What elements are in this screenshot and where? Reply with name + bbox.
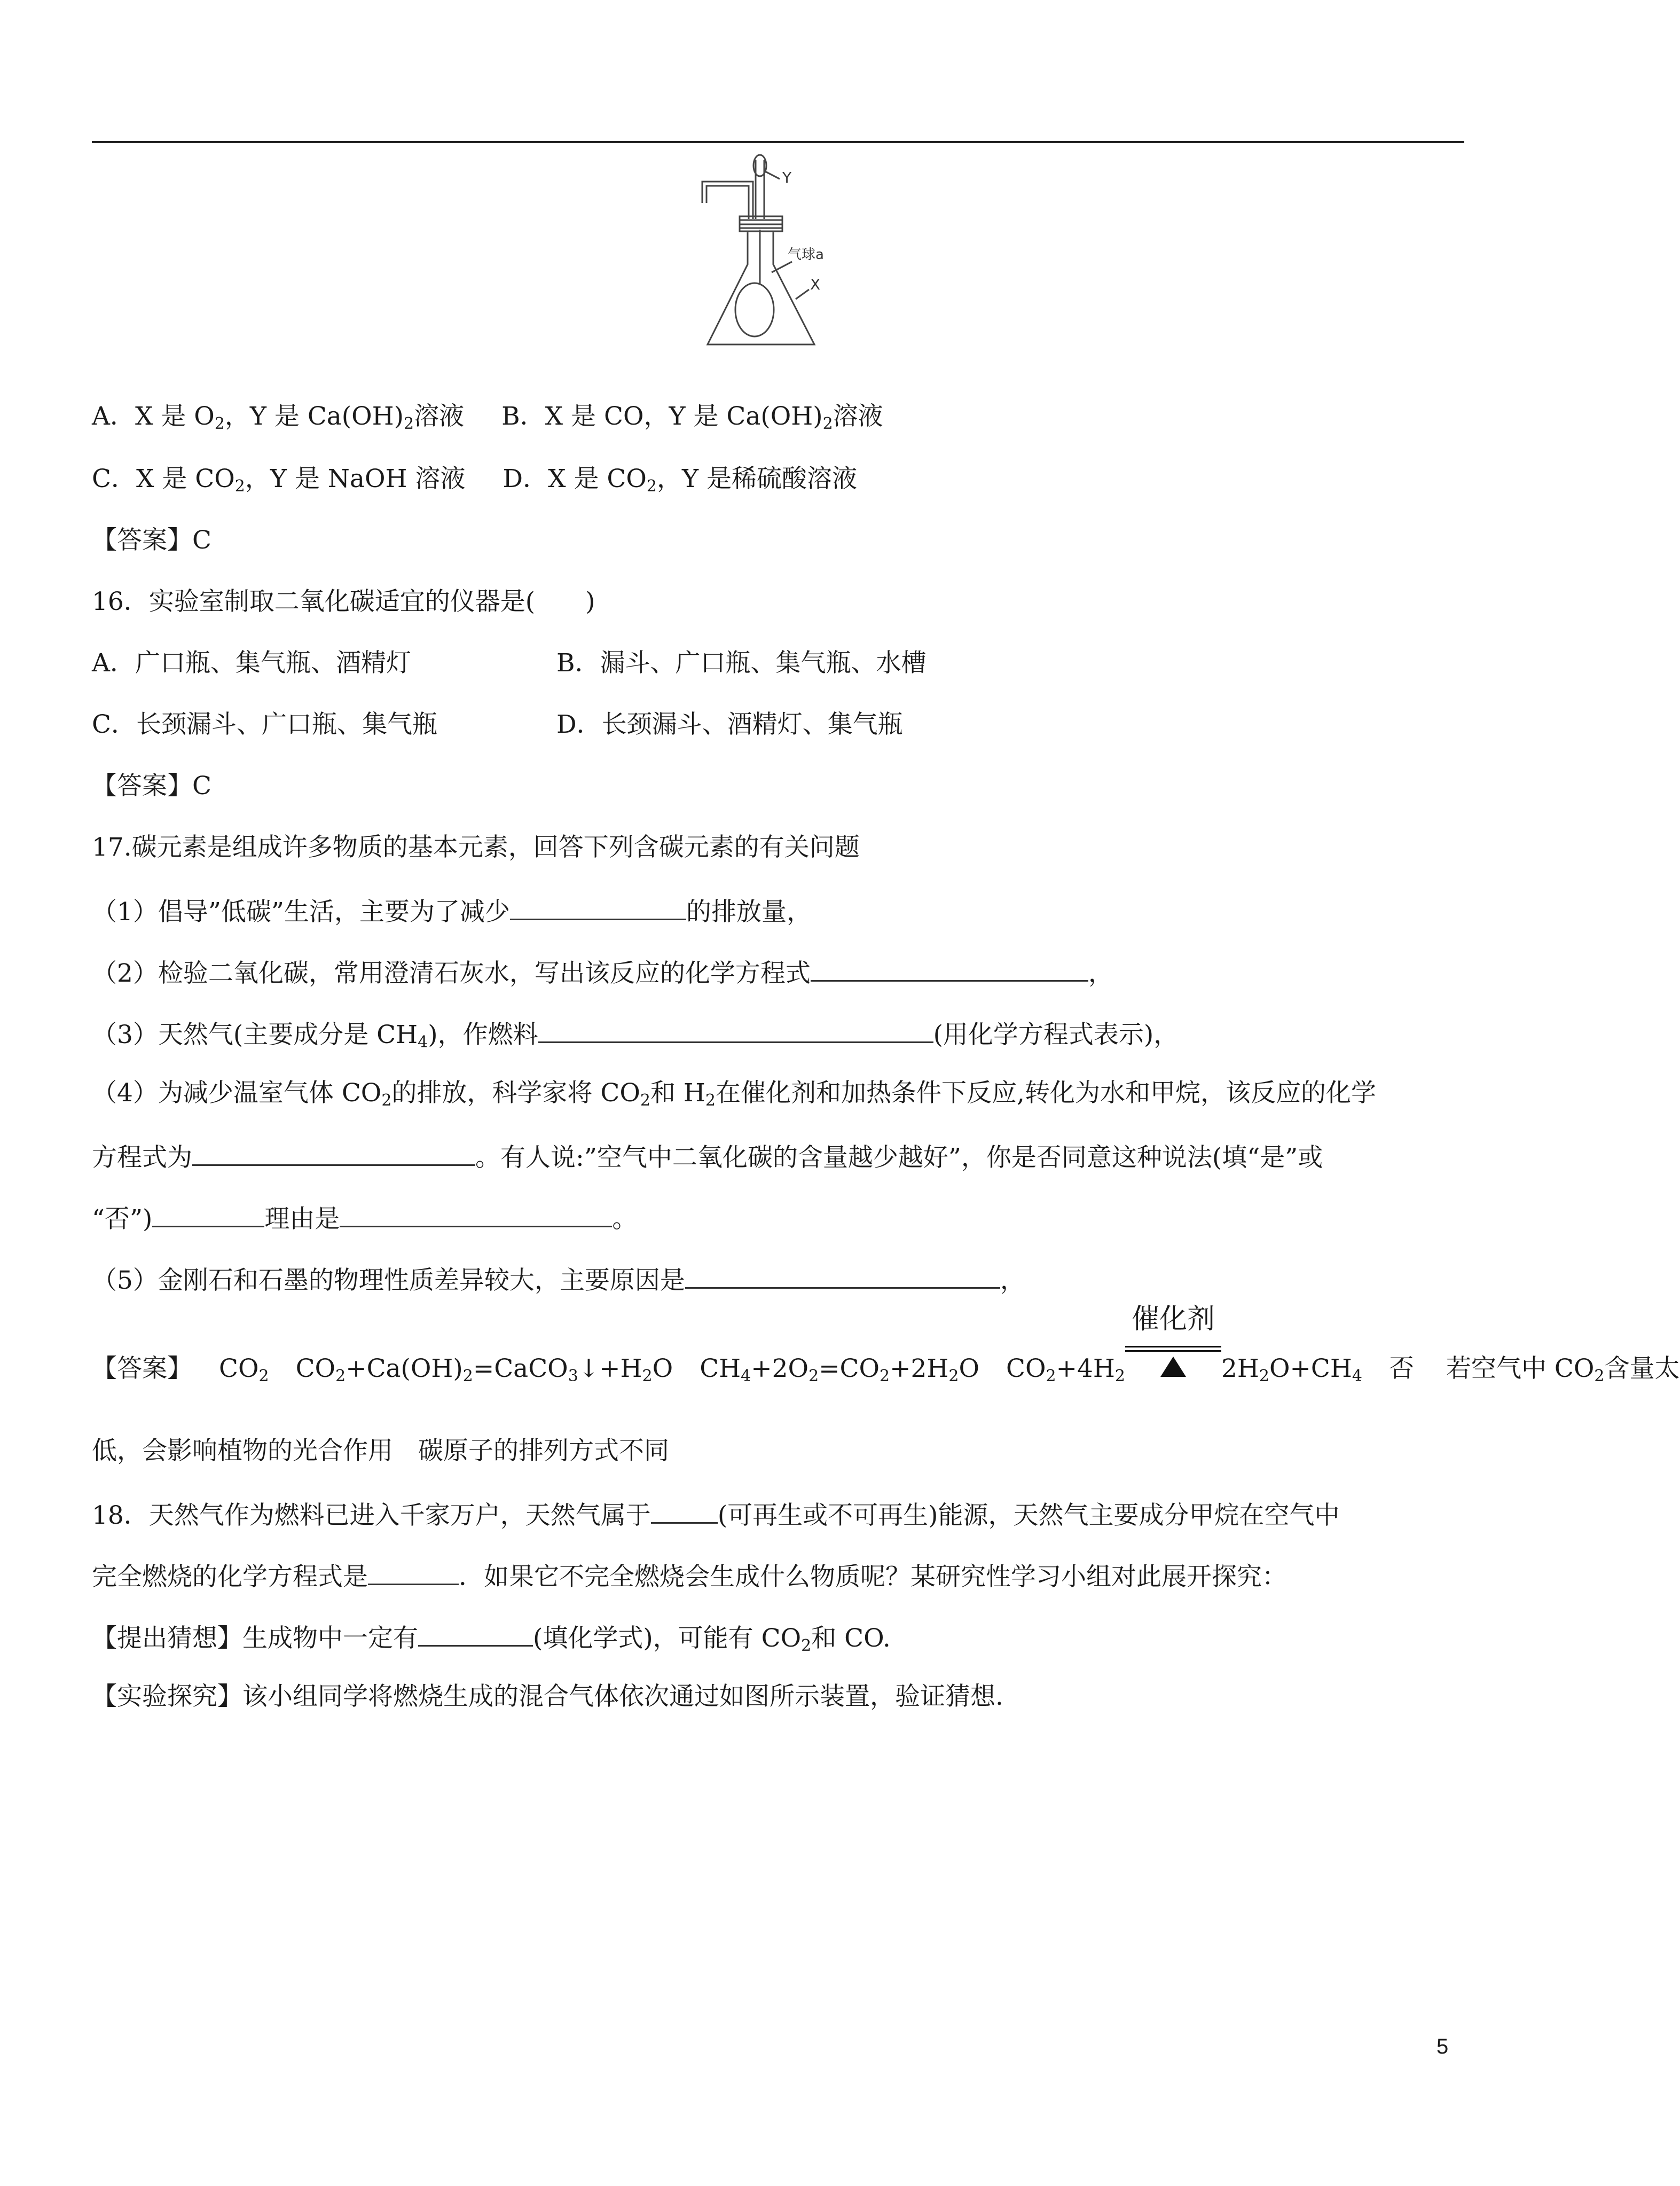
answer-blank[interactable] <box>510 893 686 920</box>
catalyst-condition <box>1125 1303 1221 1377</box>
q16-option-c: C．长颈漏斗、广口瓶、集气瓶 <box>92 710 437 739</box>
answer-blank[interactable] <box>418 1619 533 1647</box>
answer-2: $CO_2+Ca(OH)_2=CaCO_3↓+H_2O$ <box>295 1354 673 1385</box>
q18-line1: 18．天然气作为燃料已进入千家万户，天然气属于 (可再生或不可再生)能源，天然气主要成分甲烷在空气中 <box>92 1496 1339 1532</box>
apparatus-figure <box>686 150 836 363</box>
answer-blank[interactable] <box>811 954 1088 982</box>
q15-options-cd <box>92 463 857 495</box>
answer-blank[interactable] <box>651 1496 718 1524</box>
answer-blank[interactable] <box>192 1139 475 1166</box>
answer-5: 否 <box>1388 1354 1414 1383</box>
q16-option-b: B．漏斗、广口瓶、集气瓶、水槽 <box>556 648 927 678</box>
answer-3: $CH_4+2O_2=CO_2+2H_2O$ <box>700 1354 980 1385</box>
q15-option-a: A．X 是 $O_2$，Y 是 $Ca(OH)_2$溶液 <box>92 402 465 433</box>
figure-label-y: Y <box>782 169 792 186</box>
q17-part5: （5）金刚石和石墨的物理性质差异较大，主要原因是 ， <box>92 1262 1025 1297</box>
q16-stem: 16．实验室制取二氧化碳适宜的仪器是( ) <box>92 587 595 616</box>
header-rule <box>92 141 1464 143</box>
q18-line2: 完全燃烧的化学方程式是 ．如果它不完全燃烧会生成什么物质呢？某研究性学习小组对此展开探究： <box>92 1558 1287 1593</box>
answer-blank[interactable] <box>538 1016 933 1043</box>
answer-blank[interactable] <box>685 1262 1000 1289</box>
q15-option-c: C．X 是 $CO_2$，Y 是 NaOH 溶液 <box>92 464 466 496</box>
figure-label-x: X <box>810 276 821 293</box>
catalyst-label: 催化剂 <box>1132 1303 1215 1335</box>
q18-line4: 【实验探究】该小组同学将燃烧生成的混合气体依次通过如图所示装置，验证猜想. <box>92 1682 1003 1711</box>
answer-blank[interactable] <box>368 1558 459 1585</box>
q18-line3: 【提出猜想】生成物中一定有 (填化学式)，可能有 $CO_2$和 CO. <box>92 1619 891 1655</box>
answer-6: 若空气中 $CO_2$含量太 <box>1446 1354 1680 1385</box>
q17-part2: （2）检验二氧化碳，常用澄清石灰水，写出该反应的化学方程式 ， <box>92 954 1113 990</box>
q16-options-cd <box>92 709 903 741</box>
answer-4: $CO_2+4H_2$ 催化剂 $2H_2O+CH_4$ <box>1006 1303 1362 1385</box>
q16-answer: 【答案】C <box>92 771 211 801</box>
q15-option-d: D．X 是 $CO_2$，Y 是稀硫酸溶液 <box>503 464 857 496</box>
q17-part1: （1）倡导”低碳”生活，主要为了减少 的排放量， <box>92 893 812 928</box>
q17-part4-line2: 方程式为 。有人说:”空气中二氧化碳的含量越少越好”，你是否同意这种说法(填“是”或 <box>92 1139 1323 1174</box>
q17-part4-line1: （4）为减少温室气体 $CO_2$的排放，科学家将 $CO_2$和 $H_2$在催化剂和加热条件下反应,转化为水和甲烷，该反应的化学 <box>92 1078 1376 1110</box>
q17-stem: 17.碳元素是组成许多物质的基本元素，回答下列含碳元素的有关问题 <box>92 833 860 862</box>
q15-option-b: B．X 是 CO，Y 是 $Ca(OH)_2$溶液 <box>501 402 883 433</box>
q17-answer-line2: 低，会影响植物的光合作用 碳原子的排列方式不同 <box>92 1436 669 1466</box>
answer-blank[interactable] <box>340 1200 612 1227</box>
figure-label-balloon: 气球a <box>788 247 824 263</box>
q15-answer: 【答案】C <box>92 526 211 555</box>
q17-part4-line3: “否”) 理由是 。 <box>92 1200 637 1235</box>
q16-options-ab <box>92 647 927 679</box>
q17-part3: （3）天然气(主要成分是 $CH_4$)，作燃料 (用化学方程式表示)， <box>92 1016 1179 1051</box>
heat-triangle-icon <box>1160 1357 1186 1377</box>
page-number: 5 <box>1436 2035 1449 2058</box>
q17-answer-line1: 【答案】 $CO_2$ $CO_2+Ca(OH)_2=CaCO_3↓+H_2O$ $CH_4+2O_2=CO_2+2H_2O$ $CO_2+4H_2$ 催化剂 $2H_2O+CH_4$ 否 若空气中 $CO_2$含量太 <box>92 1303 1680 1385</box>
q16-option-d: D．长颈漏斗、酒精灯、集气瓶 <box>556 710 903 739</box>
answer-1: $CO_2$ <box>219 1354 269 1385</box>
q16-option-a: A．广口瓶、集气瓶、酒精灯 <box>92 648 411 678</box>
answer-blank[interactable] <box>152 1200 264 1227</box>
q15-options-ab <box>92 401 883 433</box>
